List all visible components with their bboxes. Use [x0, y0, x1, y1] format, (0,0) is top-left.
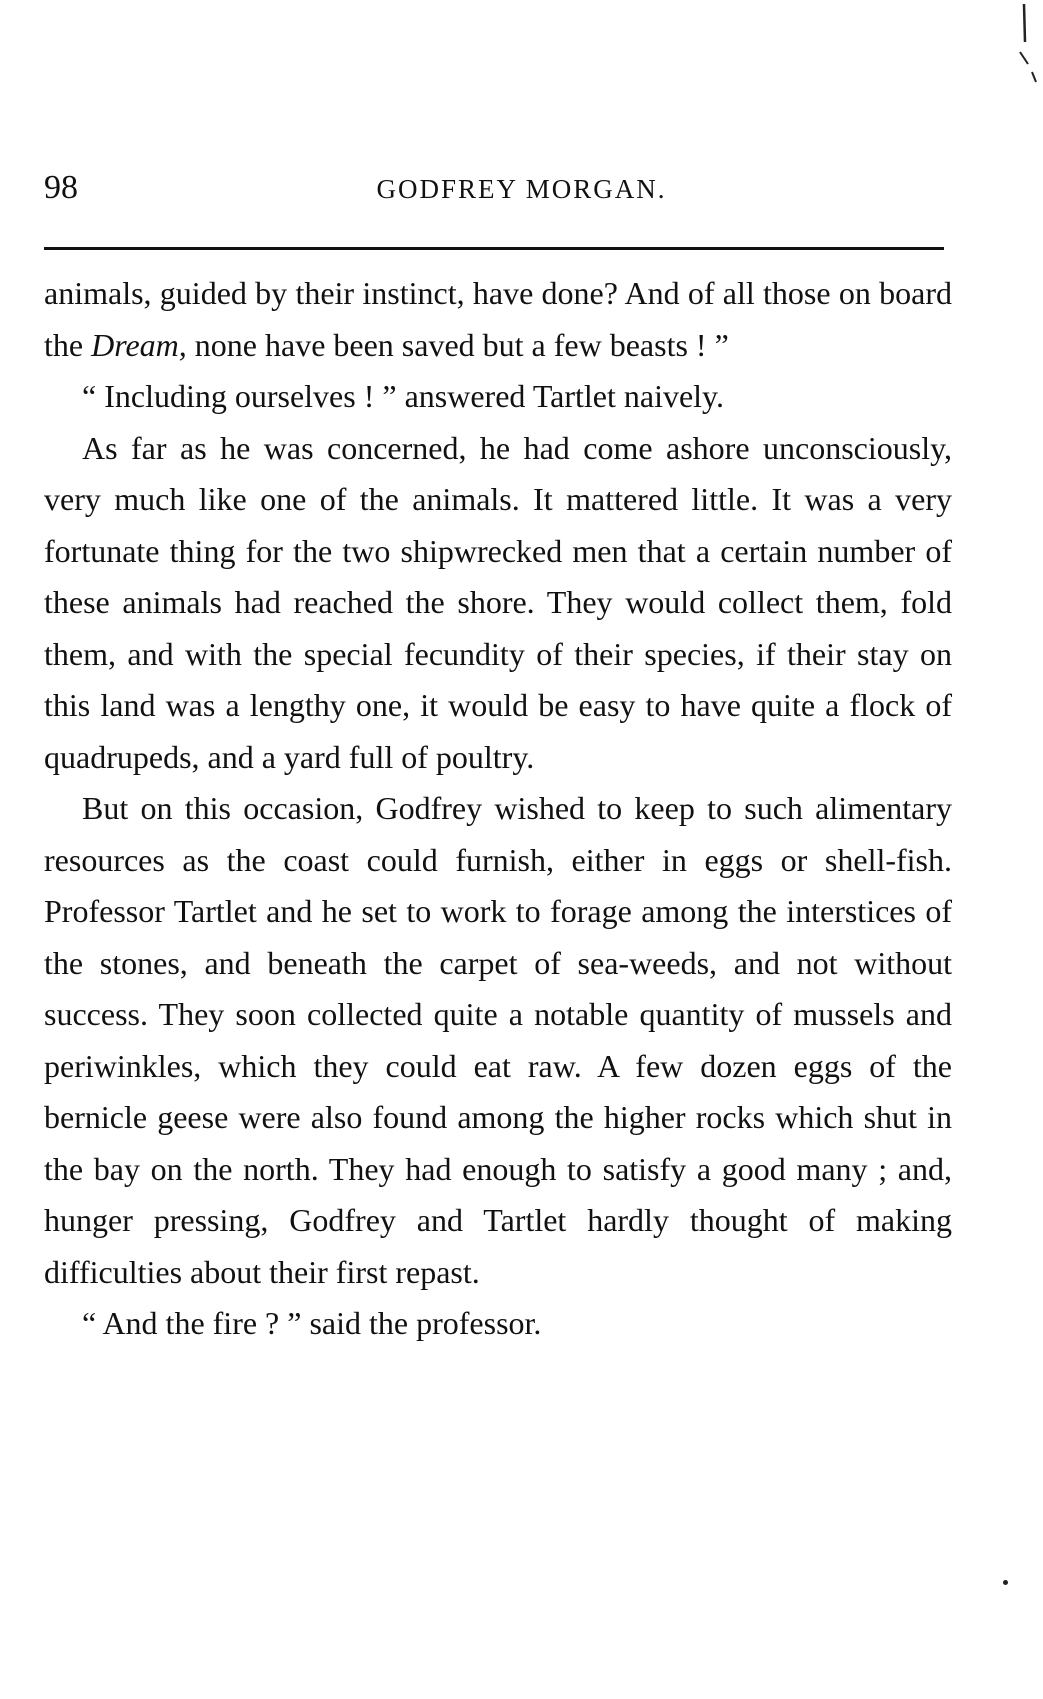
- paragraph: “ And the fire ? ” said the professor.: [82, 1305, 542, 1341]
- paragraph: “ Including ourselves ! ” answered Tartlet naively.: [82, 378, 724, 414]
- header-rule: [44, 247, 944, 250]
- paragraph: As far as he was concerned, he had come ashore unconsciously, very much like one of the animals. It mattered little. It was a very fortunate thing for the two shipwrecked men that a certain number of these animals had reached the shore. They would collect them, fold them, and with the special fecundity of their species, if their stay on this land was a lengthy one, it would be easy to have quite a flock of quadrupeds, and a yard full of poultry.: [44, 429, 952, 775]
- ship-name: Dream,: [91, 326, 187, 363]
- running-head: GODFREY MORGAN.: [376, 174, 667, 204]
- ink-mark: [1006, 2, 1042, 98]
- margin-dot: [1003, 1580, 1008, 1585]
- paragraph-text: none have been saved but a few beasts ! ”: [186, 326, 729, 363]
- page-number: 98: [44, 169, 78, 206]
- paragraph-text: animals, guided by their instinct, have done? And of all those on board the: [44, 275, 952, 363]
- paragraph: But on this occasion, Godfrey wished to keep to such alimentary resources as the coast could furnish, either in eggs or shell-fish. Professor Tartlet and he set to work to forage among the interstices of the stones, and beneath the carpet of sea-weeds, and not without success. They soon collected quite a notable quantity of mussels and periwinkles, which they could eat raw. A few dozen eggs of the bernicle geese were also found among the higher rocks which shut in the bay on the north. They had enough to satisfy a good many ; and, hunger pressing, Godfrey and Tartlet hardly thought of making difficulties about their first repast.: [44, 790, 952, 1290]
- paragraph: [44, 268, 952, 371]
- body-text: [44, 268, 952, 1350]
